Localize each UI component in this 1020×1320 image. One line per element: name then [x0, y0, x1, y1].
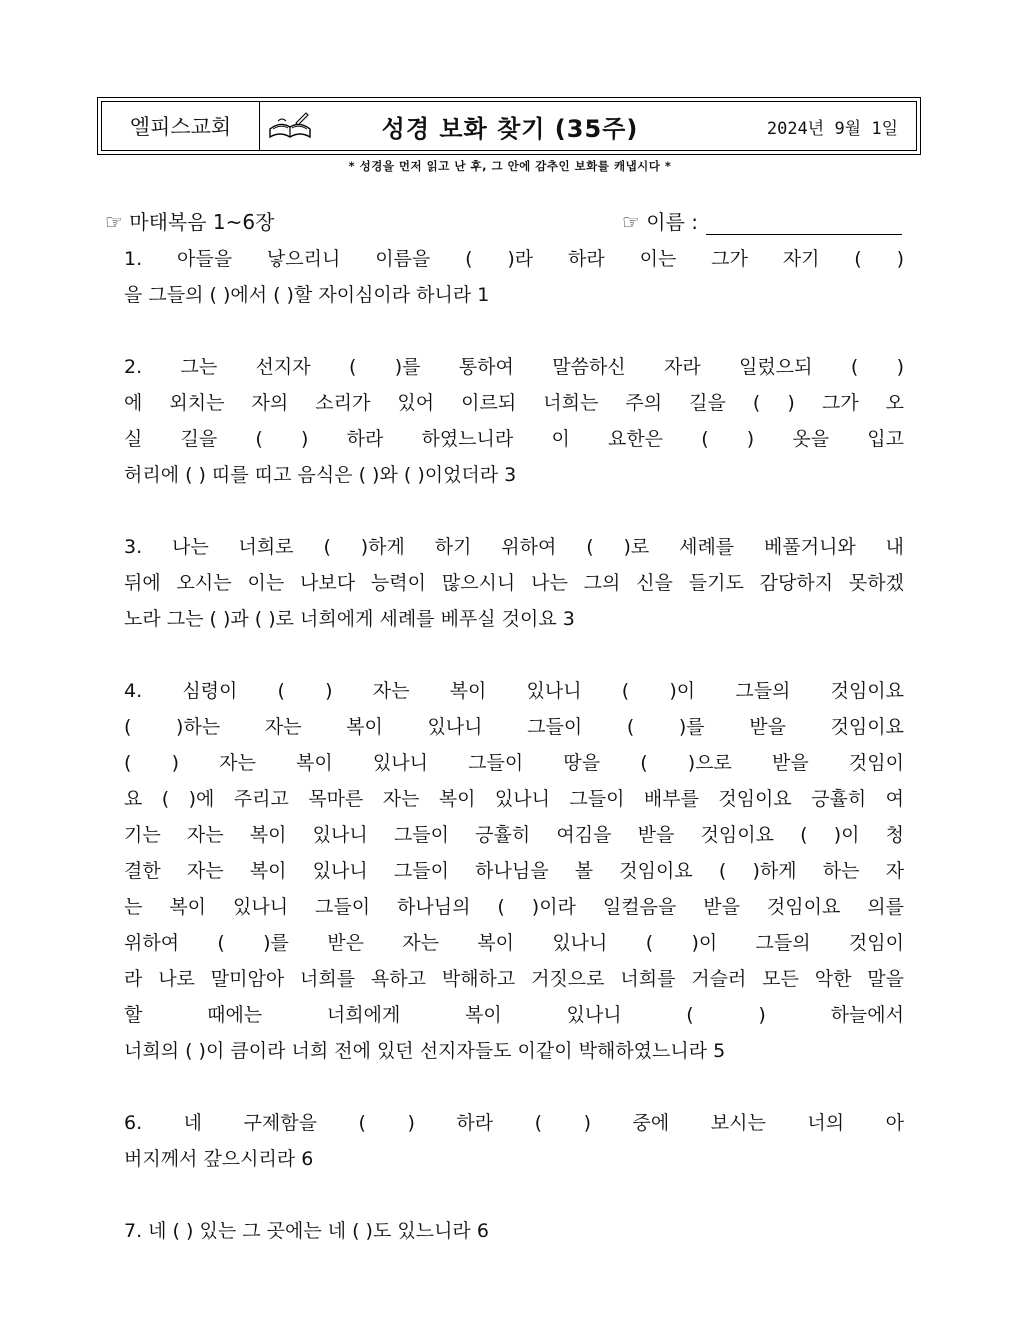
- scripture-range: ☞ 마태복음 1~6장: [105, 210, 275, 234]
- question-line: 는 복이 있나니 그들이 하나님의 ( )이라 일컬음을 받을 것임이요 의를: [124, 896, 904, 918]
- question-line: ( )하는 자는 복이 있나니 그들이 ( )를 받을 것임이요: [124, 716, 904, 738]
- question-line: 을 그들의 ( )에서 ( )할 자이심이라 하니라 1: [124, 284, 490, 306]
- question-block: [124, 1105, 904, 1177]
- question-block: [124, 349, 904, 493]
- question-line: 할 때에는 너희에게 복이 있나니 ( ) 하늘에서: [124, 1004, 904, 1026]
- question-line: 결한 자는 복이 있나니 그들이 하나님을 볼 것임이요 ( )하게 하는 자: [124, 860, 904, 882]
- question-line: 허리에 ( ) 띠를 띠고 음식은 ( )와 ( )이었더라 3: [124, 464, 517, 486]
- question-block: [124, 1213, 904, 1249]
- question-line: 위하여 ( )를 받은 자는 복이 있나니 ( )이 그들의 것임이: [124, 932, 904, 954]
- question-line: 버지께서 갚으시리라 6: [124, 1148, 314, 1170]
- question-line: 7. 네 ( ) 있는 그 곳에는 네 ( )도 있느니라 6: [124, 1220, 489, 1242]
- question-line: 2. 그는 선지자 ( )를 통하여 말씀하신 자라 일렀으되 ( ): [124, 356, 904, 378]
- church-name: 엘피스교회: [102, 102, 260, 150]
- question-line: 노라 그는 ( )과 ( )로 너희에게 세례를 베푸실 것이요 3: [124, 608, 575, 630]
- question-line: 4. 심령이 ( ) 자는 복이 있나니 ( )이 그들의 것임이요: [124, 680, 904, 702]
- open-bible-icon-graphic: [266, 109, 314, 143]
- question-line: 1. 아들을 낳으리니 이름을 ( )라 하라 이는 그가 자기 ( ): [124, 248, 904, 270]
- question-line: 라 나로 말미암아 너희를 욕하고 박해하고 거짓으로 너희를 거슬러 모든 악한 말을: [124, 968, 904, 990]
- question-line: 6. 네 구제함을 ( ) 하라 ( ) 중에 보시는 너의 아: [124, 1112, 904, 1134]
- name-field-group: [622, 206, 902, 235]
- open-bible-icon: [260, 109, 320, 143]
- question-line: 3. 나는 너희로 ( )하게 하기 위하여 ( )로 세례를 베풀거니와 내: [124, 536, 904, 558]
- name-label: ☞ 이름 :: [622, 210, 699, 234]
- question-list: [124, 241, 904, 1249]
- question-line: 너희의 ( )이 큼이라 너희 전에 있던 선지자들도 이같이 박해하였느니라 5: [124, 1040, 726, 1062]
- question-line: 실 길을 ( ) 하라 하였느니라 이 요한은 ( ) 옷을 입고: [124, 428, 904, 450]
- header-inner: [101, 101, 917, 151]
- question-block: [124, 241, 904, 313]
- question-line: 에 외치는 자의 소리가 있어 이르되 너희는 주의 길을 ( ) 그가 오: [124, 392, 904, 414]
- instruction-subtitle: * 성경을 먼저 읽고 난 후, 그 안에 감추인 보화를 캐냅시다 *: [348, 159, 672, 173]
- question-line: ( ) 자는 복이 있나니 그들이 땅을 ( )으로 받을 것임이: [124, 752, 904, 774]
- question-block: [124, 529, 904, 637]
- name-input-line[interactable]: [706, 210, 902, 235]
- date-text: 2024년 9월 1일: [766, 118, 898, 139]
- page-title: 성경 보화 찾기 (35주): [381, 114, 639, 143]
- question-line: 기는 자는 복이 있나니 그들이 긍휼히 여김을 받을 것임이요 ( )이 청: [124, 824, 904, 846]
- header-box: [97, 97, 921, 155]
- question-line: 뒤에 오시는 이는 나보다 능력이 많으시니 나는 그의 신을 들기도 감당하지 못하겠: [124, 572, 904, 594]
- question-line: 요 ( )에 주리고 목마른 자는 복이 있나니 그들이 배부를 것임이요 긍휼히 여: [124, 788, 904, 810]
- question-block: [124, 673, 904, 1069]
